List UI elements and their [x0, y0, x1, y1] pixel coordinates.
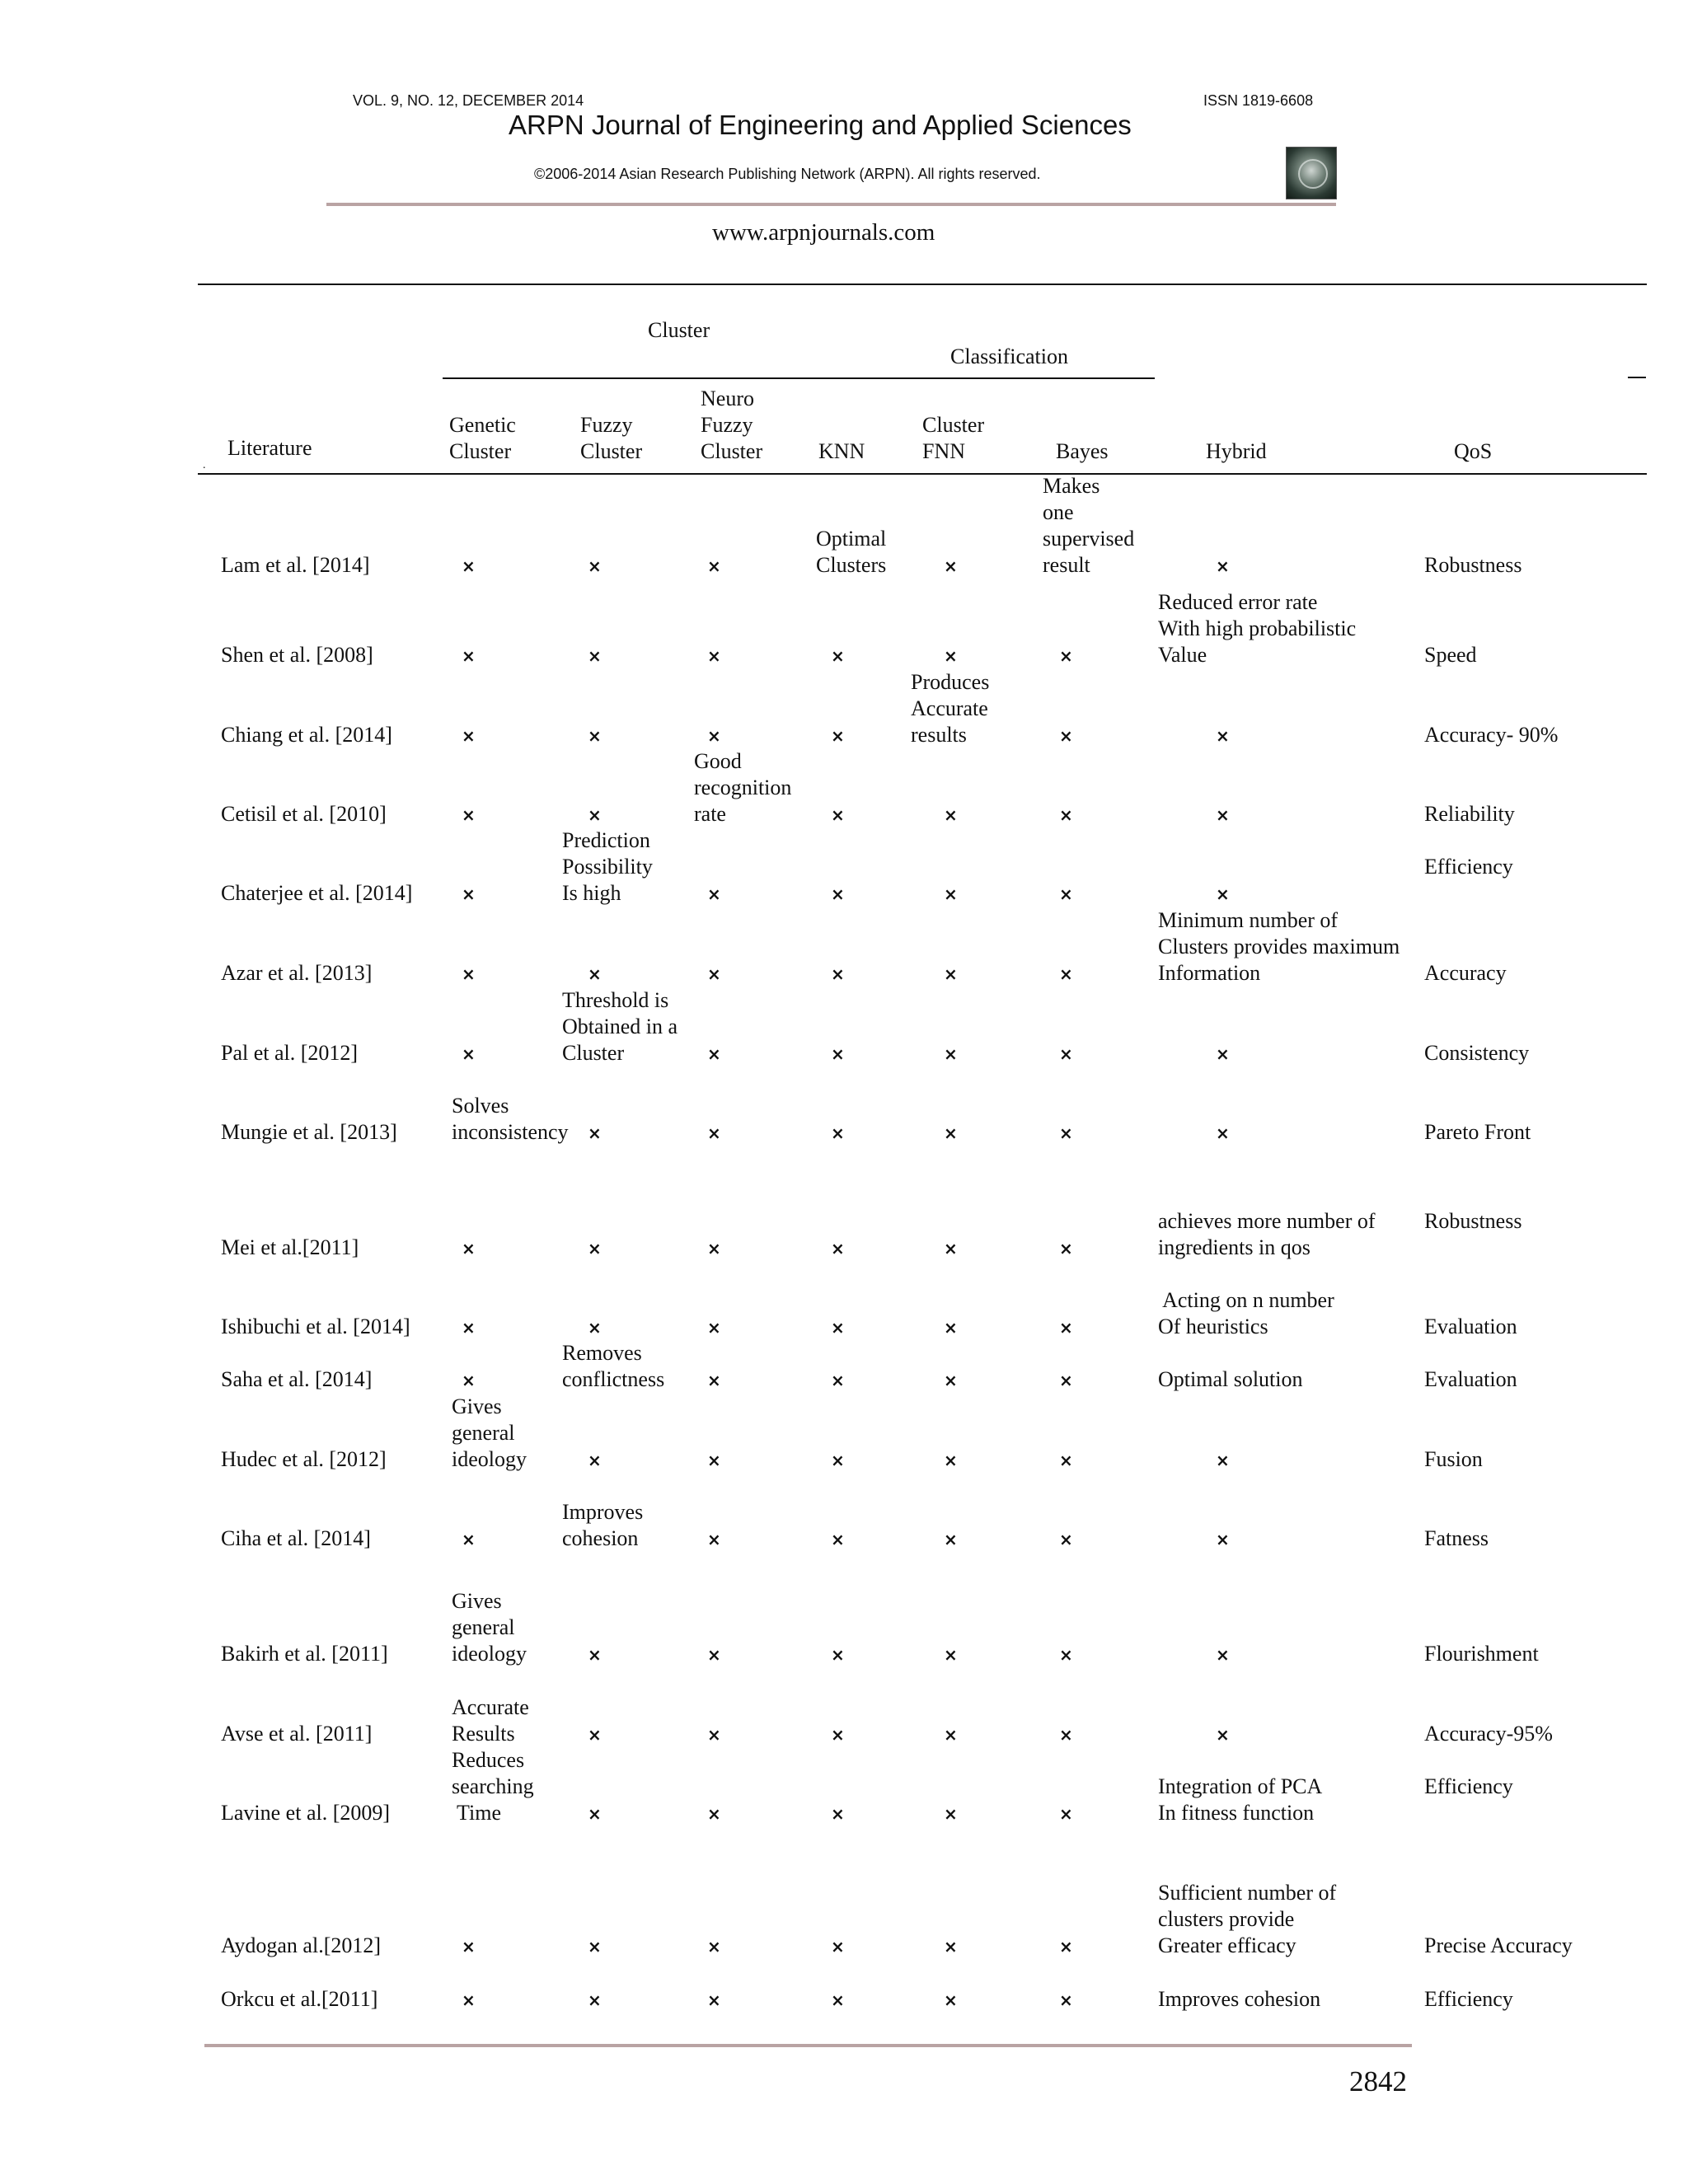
cross-mark-icon: × — [1059, 1530, 1073, 1549]
row-literature: Cetisil et al. [2010] — [221, 802, 387, 826]
column-header-fuzzy-cluster — [580, 412, 642, 465]
cross-mark-icon: × — [1216, 1451, 1230, 1470]
cross-mark-icon: × — [588, 1318, 602, 1338]
row-literature: Ishibuchi et al. [2014] — [221, 1315, 410, 1338]
column-header-literature: Literature — [227, 436, 312, 460]
column-header-line: Cluster — [449, 439, 512, 463]
group-header-cluster: Cluster — [648, 318, 710, 342]
row-literature: Bakirh et al. [2011] — [221, 1642, 388, 1666]
row-literature: Orkcu et al.[2011] — [221, 1987, 378, 2011]
cross-mark-icon: × — [1216, 1725, 1230, 1745]
column-header-bayes: Bayes — [1056, 439, 1109, 463]
cross-mark-icon: × — [831, 1371, 845, 1390]
row-cell-text: Gives general ideology — [452, 1589, 527, 1666]
cross-mark-icon: × — [707, 1990, 721, 2010]
page-number: 2842 — [1349, 2065, 1407, 2097]
column-header-qos: QoS — [1454, 439, 1493, 463]
cross-mark-icon: × — [944, 1044, 958, 1064]
cross-mark-icon: × — [462, 1371, 476, 1390]
issn: ISSN 1819-6608 — [1203, 92, 1314, 109]
stray-mark: . — [203, 459, 206, 471]
cross-mark-icon: × — [831, 1123, 845, 1143]
row-cell-text: Reduces searching Time — [452, 1748, 534, 1825]
cross-mark-icon: × — [831, 1645, 845, 1665]
cross-mark-icon: × — [588, 726, 602, 746]
row-literature: Aydogan al.[2012] — [221, 1933, 382, 1957]
cross-mark-icon: × — [1059, 1239, 1073, 1258]
cross-mark-icon: × — [1216, 726, 1230, 746]
cross-mark-icon: × — [831, 1451, 845, 1470]
row-cell-text: Threshold is Obtained in a Cluster — [562, 988, 678, 1065]
cross-mark-icon: × — [1059, 726, 1073, 746]
cross-mark-icon: × — [707, 1725, 721, 1745]
cross-mark-icon: × — [462, 556, 476, 576]
cross-mark-icon: × — [944, 1318, 958, 1338]
row-literature: Mungie et al. [2013] — [221, 1120, 397, 1144]
cross-mark-icon: × — [707, 1937, 721, 1957]
cross-mark-icon: × — [707, 964, 721, 984]
cross-mark-icon: × — [831, 1239, 845, 1258]
row-cell-text: Integration of PCA In fitness function — [1158, 1774, 1323, 1825]
cross-mark-icon: × — [944, 1804, 958, 1824]
cross-mark-icon: × — [707, 1530, 721, 1549]
cross-mark-icon: × — [1216, 805, 1230, 825]
row-cell-text: Good recognition rate — [694, 749, 792, 826]
row-qos: Efficiency — [1424, 855, 1513, 879]
row-cell-text: Reduced error rate With high probabilistic Value — [1158, 590, 1357, 667]
row-cell-text: Solves inconsistency — [452, 1094, 569, 1144]
copyright-notice: ©2006-2014 Asian Research Publishing Network (ARPN). All rights reserved. — [534, 166, 1041, 182]
row-qos: Accuracy-95% — [1424, 1722, 1553, 1746]
row-cell-text: Prediction Possibility Is high — [562, 828, 653, 905]
cross-mark-icon: × — [462, 964, 476, 984]
journal-url: www.arpnjournals.com — [712, 219, 935, 246]
cross-mark-icon: × — [588, 1451, 602, 1470]
footer-rule — [204, 2044, 1412, 2047]
cross-mark-icon: × — [707, 1044, 721, 1064]
cross-mark-icon: × — [944, 1451, 958, 1470]
column-header-genetic-cluster — [449, 412, 516, 465]
cross-mark-icon: × — [462, 1239, 476, 1258]
cross-mark-icon: × — [944, 884, 958, 904]
journal-title: ARPN Journal of Engineering and Applied Sciences — [509, 110, 1132, 140]
cross-mark-icon: × — [831, 1725, 845, 1745]
row-qos: Reliability — [1424, 802, 1515, 826]
cross-mark-icon: × — [944, 805, 958, 825]
cross-mark-icon: × — [831, 1044, 845, 1064]
arpn-logo-icon — [1286, 147, 1337, 199]
cross-mark-icon: × — [462, 1318, 476, 1338]
group-header-classification: Classification — [950, 344, 1068, 368]
cross-mark-icon: × — [588, 1937, 602, 1957]
cross-mark-icon: × — [588, 1239, 602, 1258]
row-literature: Chiang et al. [2014] — [221, 723, 392, 747]
volume-info: VOL. 9, NO. 12, DECEMBER 2014 — [353, 92, 584, 109]
column-header-neuro-fuzzy-cluster — [701, 386, 762, 465]
row-literature: Mei et al.[2011] — [221, 1235, 359, 1259]
table-dash-mark — [1628, 377, 1646, 378]
cross-mark-icon: × — [462, 1530, 476, 1549]
row-literature: Avse et al. [2011] — [221, 1722, 373, 1746]
cross-mark-icon: × — [831, 964, 845, 984]
cross-mark-icon: × — [707, 1645, 721, 1665]
cross-mark-icon: × — [944, 1990, 958, 2010]
cross-mark-icon: × — [462, 1044, 476, 1064]
cross-mark-icon: × — [588, 1990, 602, 2010]
cross-mark-icon: × — [831, 1530, 845, 1549]
row-cell-text: Accurate Results — [452, 1695, 529, 1746]
row-cell-text: Optimal Clusters — [816, 527, 887, 577]
row-cell-text: Improves cohesion — [562, 1500, 644, 1550]
cross-mark-icon: × — [588, 805, 602, 825]
row-literature: Lam et al. [2014] — [221, 553, 370, 577]
cross-mark-icon: × — [1216, 1645, 1230, 1665]
cross-mark-icon: × — [831, 884, 845, 904]
row-qos: Fatness — [1424, 1526, 1489, 1550]
cross-mark-icon: × — [588, 964, 602, 984]
row-cell-text: Acting on n number Of heuristics — [1158, 1288, 1334, 1338]
cross-mark-icon: × — [944, 1530, 958, 1549]
cross-mark-icon: × — [588, 556, 602, 576]
cross-mark-icon: × — [831, 1804, 845, 1824]
cross-mark-icon: × — [944, 964, 958, 984]
row-cell-text: Minimum number of Clusters provides maximum Information — [1158, 908, 1400, 985]
cross-mark-icon: × — [588, 1645, 602, 1665]
row-literature: Shen et al. [2008] — [221, 643, 373, 667]
row-qos: Fusion — [1424, 1447, 1483, 1471]
cross-mark-icon: × — [1059, 1804, 1073, 1824]
cross-mark-icon: × — [944, 556, 958, 576]
row-cell-text: Removes conflictness — [562, 1341, 665, 1391]
row-cell-text: Makes one supervised result — [1043, 474, 1135, 577]
cross-mark-icon: × — [707, 1239, 721, 1258]
cross-mark-icon: × — [588, 1123, 602, 1143]
row-qos: Accuracy — [1424, 961, 1507, 985]
cross-mark-icon: × — [462, 805, 476, 825]
cross-mark-icon: × — [944, 1239, 958, 1258]
cross-mark-icon: × — [1216, 556, 1230, 576]
cross-mark-icon: × — [944, 1123, 958, 1143]
cross-mark-icon: × — [462, 884, 476, 904]
column-header-line: Fuzzy — [580, 413, 633, 437]
cross-mark-icon: × — [1059, 1044, 1073, 1064]
cross-mark-icon: × — [944, 1937, 958, 1957]
column-header-line: FNN — [922, 439, 966, 463]
row-qos: Pareto Front — [1424, 1120, 1531, 1144]
cross-mark-icon: × — [944, 1371, 958, 1390]
row-qos: Accuracy- 90% — [1424, 723, 1559, 747]
cross-mark-icon: × — [462, 646, 476, 666]
row-cell-text: Produces Accurate results — [911, 670, 990, 747]
row-cell-text: Improves cohesion — [1158, 1987, 1321, 2011]
cross-mark-icon: × — [707, 646, 721, 666]
row-literature: Lavine et al. [2009] — [221, 1801, 391, 1825]
cross-mark-icon: × — [1216, 1530, 1230, 1549]
column-header-cluster-fnn — [922, 412, 984, 465]
cross-mark-icon: × — [707, 1318, 721, 1338]
cross-mark-icon: × — [831, 1937, 845, 1957]
cross-mark-icon: × — [707, 1451, 721, 1470]
cross-mark-icon: × — [831, 646, 845, 666]
row-literature: Ciha et al. [2014] — [221, 1526, 371, 1550]
table-top-rule — [198, 284, 1647, 285]
cross-mark-icon: × — [462, 1937, 476, 1957]
row-cell-text: achieves more number of ingredients in qos — [1158, 1209, 1376, 1259]
cross-mark-icon: × — [707, 556, 721, 576]
row-cell-text: Optimal solution — [1158, 1367, 1303, 1391]
table-header-rule — [198, 473, 1647, 475]
column-header-line: Genetic — [449, 413, 516, 437]
row-qos: Robustness — [1424, 1209, 1522, 1233]
cross-mark-icon: × — [462, 1990, 476, 2010]
cross-mark-icon: × — [1216, 884, 1230, 904]
row-qos: Efficiency — [1424, 1774, 1513, 1798]
cross-mark-icon: × — [1059, 1123, 1073, 1143]
cross-mark-icon: × — [944, 1725, 958, 1745]
column-header-line: Cluster — [922, 413, 985, 437]
cross-mark-icon: × — [1216, 1123, 1230, 1143]
header-rule — [326, 203, 1336, 206]
cross-mark-icon: × — [1059, 1725, 1073, 1745]
row-literature: Saha et al. [2014] — [221, 1367, 373, 1391]
cross-mark-icon: × — [1059, 1451, 1073, 1470]
column-header-line: Neuro — [701, 387, 754, 410]
column-header-line: Fuzzy — [701, 413, 753, 437]
cross-mark-icon: × — [707, 1123, 721, 1143]
group-header-rule — [443, 377, 1155, 379]
cross-mark-icon: × — [944, 646, 958, 666]
row-qos: Evaluation — [1424, 1367, 1517, 1391]
column-header-line: Cluster — [580, 439, 643, 463]
cross-mark-icon: × — [831, 1990, 845, 2010]
cross-mark-icon: × — [707, 884, 721, 904]
cross-mark-icon: × — [1059, 1645, 1073, 1665]
row-qos: Consistency — [1424, 1041, 1530, 1065]
column-header-line: Cluster — [701, 439, 763, 463]
column-header-hybrid: Hybrid — [1206, 439, 1267, 463]
row-literature: Chaterjee et al. [2014] — [221, 881, 413, 905]
cross-mark-icon: × — [707, 1804, 721, 1824]
cross-mark-icon: × — [588, 646, 602, 666]
row-cell-text: Sufficient number of clusters provide Greater efficacy — [1158, 1881, 1337, 1957]
row-cell-text: Gives general ideology — [452, 1394, 527, 1471]
row-qos: Flourishment — [1424, 1642, 1539, 1666]
cross-mark-icon: × — [1059, 1371, 1073, 1390]
row-qos: Efficiency — [1424, 1987, 1513, 2011]
cross-mark-icon: × — [1059, 964, 1073, 984]
column-header-knn: KNN — [818, 439, 865, 463]
cross-mark-icon: × — [707, 1371, 721, 1390]
cross-mark-icon: × — [1216, 1044, 1230, 1064]
cross-mark-icon: × — [1059, 1990, 1073, 2010]
row-qos: Robustness — [1424, 553, 1522, 577]
row-qos: Evaluation — [1424, 1315, 1517, 1338]
cross-mark-icon: × — [1059, 884, 1073, 904]
row-literature: Hudec et al. [2012] — [221, 1447, 387, 1471]
cross-mark-icon: × — [1059, 805, 1073, 825]
row-qos: Precise Accuracy — [1424, 1933, 1573, 1957]
row-literature: Pal et al. [2012] — [221, 1041, 359, 1065]
cross-mark-icon: × — [588, 1804, 602, 1824]
cross-mark-icon: × — [831, 805, 845, 825]
cross-mark-icon: × — [1059, 1937, 1073, 1957]
cross-mark-icon: × — [831, 726, 845, 746]
row-literature: Azar et al. [2013] — [221, 961, 373, 985]
cross-mark-icon: × — [707, 726, 721, 746]
cross-mark-icon: × — [1059, 646, 1073, 666]
cross-mark-icon: × — [944, 1645, 958, 1665]
cross-mark-icon: × — [831, 1318, 845, 1338]
cross-mark-icon: × — [462, 726, 476, 746]
cross-mark-icon: × — [588, 1725, 602, 1745]
cross-mark-icon: × — [1059, 1318, 1073, 1338]
row-qos: Speed — [1424, 643, 1477, 667]
